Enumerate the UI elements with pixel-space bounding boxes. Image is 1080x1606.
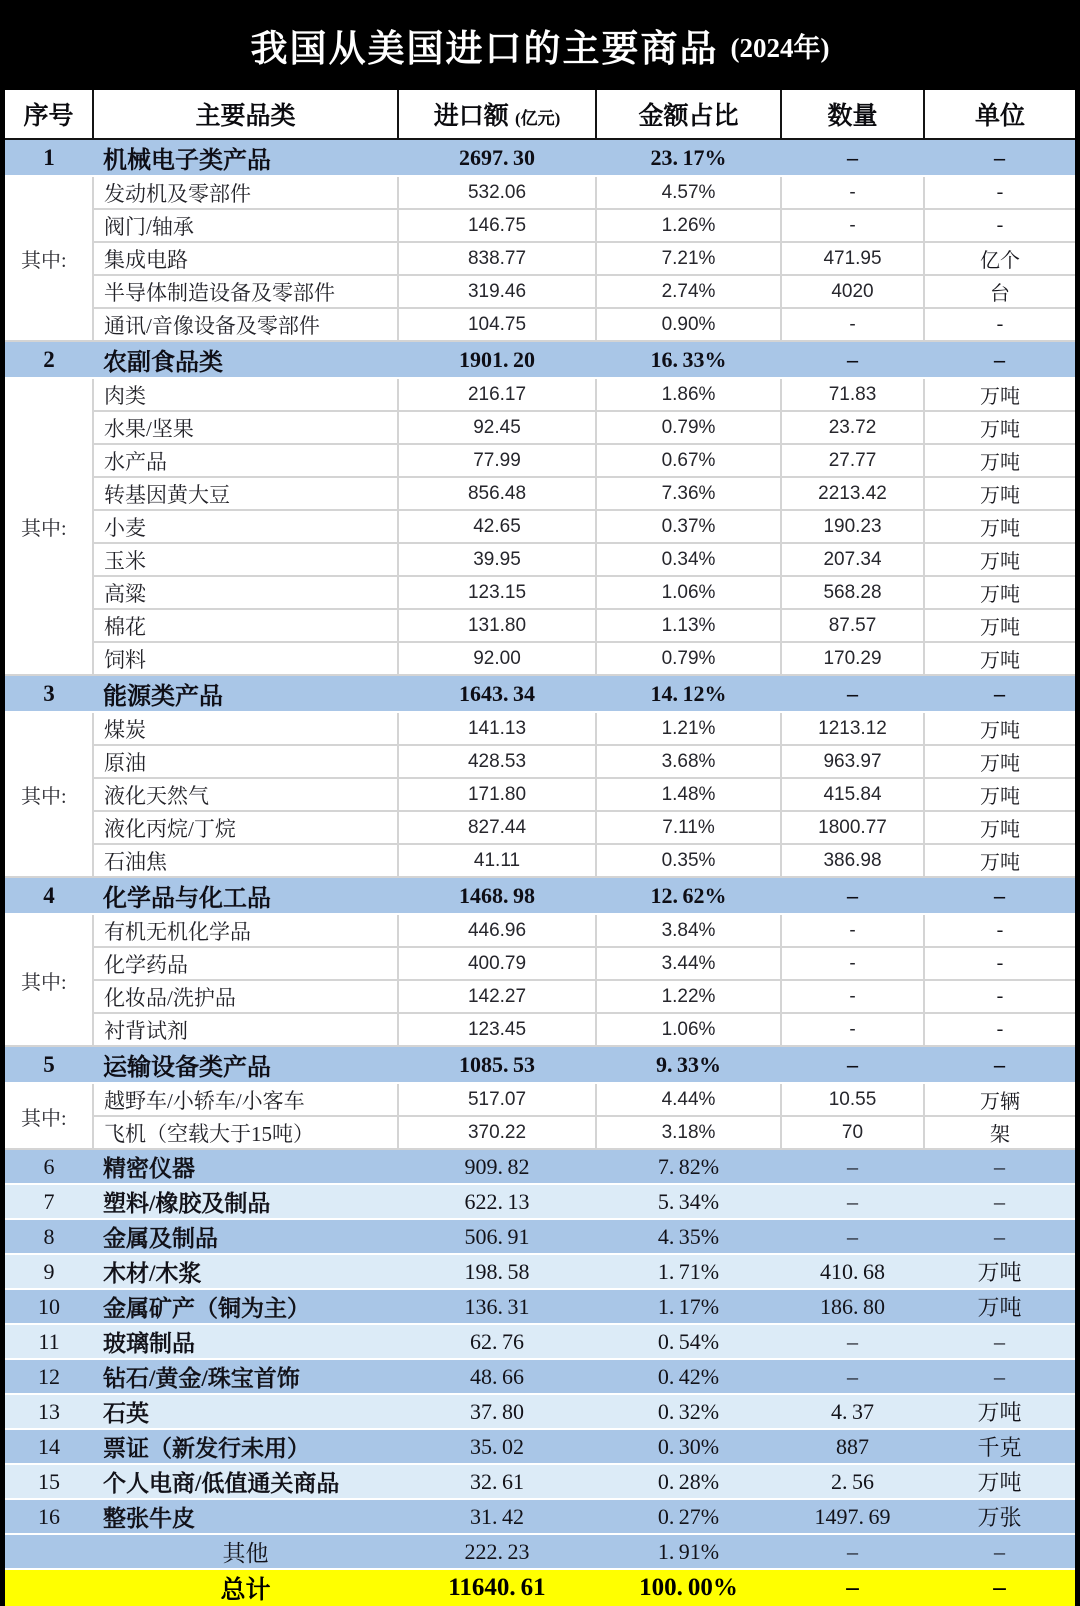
table-row xyxy=(5,1394,1075,1429)
import-value-cell: 506. 91 xyxy=(398,1219,596,1254)
share-cell: 0. 30% xyxy=(596,1429,781,1464)
import-value-cell: 131.80 xyxy=(398,609,596,642)
import-value-cell: 123.15 xyxy=(398,576,596,609)
import-value-cell: 532.06 xyxy=(398,176,596,209)
share-cell: 1. 71% xyxy=(596,1254,781,1289)
table-row xyxy=(5,914,1075,947)
quantity-cell: - xyxy=(781,176,924,209)
row-number-cell: 13 xyxy=(5,1394,93,1429)
share-cell: 0.67% xyxy=(596,444,781,477)
quantity-cell: – xyxy=(781,1149,924,1184)
table-row xyxy=(5,675,1075,712)
table-row xyxy=(5,1534,1075,1569)
import-value-cell: 222. 23 xyxy=(398,1534,596,1569)
category-cell: 金属及制品 xyxy=(93,1219,398,1254)
quantity-cell: 4020 xyxy=(781,275,924,308)
table-row xyxy=(5,477,1075,510)
share-cell: 14. 12% xyxy=(596,675,781,712)
unit-cell: – xyxy=(924,675,1075,712)
category-cell: 机械电子类产品 xyxy=(93,139,398,176)
share-cell: 1. 17% xyxy=(596,1289,781,1324)
table-row xyxy=(5,1149,1075,1184)
share-cell: 7.36% xyxy=(596,477,781,510)
import-value-cell: 1901. 20 xyxy=(398,341,596,378)
category-cell: 玉米 xyxy=(93,543,398,576)
unit-cell: – xyxy=(924,877,1075,914)
share-cell: 7.21% xyxy=(596,242,781,275)
quantity-cell: – xyxy=(781,1359,924,1394)
quantity-cell: – xyxy=(781,139,924,176)
import-value-cell: 92.45 xyxy=(398,411,596,444)
category-cell: 通讯/音像设备及零部件 xyxy=(93,308,398,341)
import-value-cell: 1085. 53 xyxy=(398,1046,596,1083)
quantity-cell: - xyxy=(781,209,924,242)
import-value-cell: 104.75 xyxy=(398,308,596,341)
table-row xyxy=(5,778,1075,811)
table-row xyxy=(5,1219,1075,1254)
quantity-cell: 10.55 xyxy=(781,1083,924,1116)
share-cell: 0.79% xyxy=(596,642,781,675)
quantity-cell: 1213.12 xyxy=(781,712,924,745)
quantity-cell: 170.29 xyxy=(781,642,924,675)
category-cell: 能源类产品 xyxy=(93,675,398,712)
unit-cell: 万吨 xyxy=(924,1464,1075,1499)
category-cell: 衬背试剂 xyxy=(93,1013,398,1046)
share-cell: 3.44% xyxy=(596,947,781,980)
column-header-category: 主要品类 xyxy=(93,90,398,139)
quantity-cell: – xyxy=(781,877,924,914)
category-cell: 农副食品类 xyxy=(93,341,398,378)
import-value-cell: 1643. 34 xyxy=(398,675,596,712)
unit-cell: - xyxy=(924,308,1075,341)
row-number-cell: 9 xyxy=(5,1254,93,1289)
row-number-cell: 11 xyxy=(5,1324,93,1359)
unit-cell: 亿个 xyxy=(924,242,1075,275)
category-cell: 肉类 xyxy=(93,378,398,411)
unit-cell: 万吨 xyxy=(924,811,1075,844)
share-cell: 5. 34% xyxy=(596,1184,781,1219)
unit-cell: – xyxy=(924,1534,1075,1569)
category-cell: 小麦 xyxy=(93,510,398,543)
page-title-year: (2024年) xyxy=(730,32,830,63)
table-row xyxy=(5,242,1075,275)
share-cell: 1.22% xyxy=(596,980,781,1013)
column-header-import-value-label: 进口额 xyxy=(433,103,509,130)
category-cell: 化学药品 xyxy=(93,947,398,980)
import-value-cell: 62. 76 xyxy=(398,1324,596,1359)
category-cell: 饲料 xyxy=(93,642,398,675)
table-row xyxy=(5,1359,1075,1394)
unit-cell: 万张 xyxy=(924,1499,1075,1534)
share-cell: 7.11% xyxy=(596,811,781,844)
row-number-cell: 12 xyxy=(5,1359,93,1394)
table-row xyxy=(5,947,1075,980)
share-cell: 4.57% xyxy=(596,176,781,209)
share-cell: 16. 33% xyxy=(596,341,781,378)
category-cell: 集成电路 xyxy=(93,242,398,275)
unit-cell: - xyxy=(924,176,1075,209)
unit-cell: 万吨 xyxy=(924,444,1075,477)
table-row xyxy=(5,1429,1075,1464)
import-value-cell: 77.99 xyxy=(398,444,596,477)
table-row xyxy=(5,378,1075,411)
share-cell: 3.68% xyxy=(596,745,781,778)
unit-cell: 千克 xyxy=(924,1429,1075,1464)
table-row xyxy=(5,139,1075,176)
category-cell: 化妆品/洗护品 xyxy=(93,980,398,1013)
unit-cell: – xyxy=(924,1569,1075,1606)
unit-cell: – xyxy=(924,139,1075,176)
category-cell: 液化天然气 xyxy=(93,778,398,811)
import-value-cell: 827.44 xyxy=(398,811,596,844)
quantity-cell: – xyxy=(781,1324,924,1359)
table-row xyxy=(5,176,1075,209)
unit-cell: 万吨 xyxy=(924,844,1075,877)
import-value-cell: 123.45 xyxy=(398,1013,596,1046)
import-value-cell: 2697. 30 xyxy=(398,139,596,176)
unit-cell: - xyxy=(924,947,1075,980)
share-cell: 3.84% xyxy=(596,914,781,947)
unit-cell: – xyxy=(924,1149,1075,1184)
group-label-cell: 其中: xyxy=(5,176,93,341)
category-cell: 整张牛皮 xyxy=(93,1499,398,1534)
title-bar xyxy=(5,0,1075,90)
table-row xyxy=(5,844,1075,877)
import-value-cell: 48. 66 xyxy=(398,1359,596,1394)
table-row xyxy=(5,609,1075,642)
category-cell: 金属矿产（铜为主） xyxy=(93,1289,398,1324)
category-cell: 总计 xyxy=(93,1569,398,1606)
category-cell: 水果/坚果 xyxy=(93,411,398,444)
unit-cell: - xyxy=(924,1013,1075,1046)
category-cell: 煤炭 xyxy=(93,712,398,745)
unit-cell: 万吨 xyxy=(924,576,1075,609)
share-cell: 0. 32% xyxy=(596,1394,781,1429)
group-label-cell: 其中: xyxy=(5,378,93,675)
table-row xyxy=(5,1289,1075,1324)
import-value-cell: 198. 58 xyxy=(398,1254,596,1289)
unit-cell: – xyxy=(924,1324,1075,1359)
quantity-cell: 23.72 xyxy=(781,411,924,444)
quantity-cell: 415.84 xyxy=(781,778,924,811)
unit-cell: 万吨 xyxy=(924,1394,1075,1429)
column-header-quantity: 数量 xyxy=(781,90,924,139)
row-number-cell xyxy=(5,1569,93,1606)
import-value-cell: 838.77 xyxy=(398,242,596,275)
import-value-cell: 146.75 xyxy=(398,209,596,242)
import-value-cell: 41.11 xyxy=(398,844,596,877)
table-row xyxy=(5,1254,1075,1289)
table-row xyxy=(5,444,1075,477)
row-number-cell: 4 xyxy=(5,877,93,914)
import-value-cell: 42.65 xyxy=(398,510,596,543)
group-label-cell: 其中: xyxy=(5,914,93,1046)
quantity-cell: 70 xyxy=(781,1116,924,1149)
quantity-cell: 4. 37 xyxy=(781,1394,924,1429)
quantity-cell: - xyxy=(781,1013,924,1046)
share-cell: 4.44% xyxy=(596,1083,781,1116)
category-cell: 棉花 xyxy=(93,609,398,642)
category-cell: 石英 xyxy=(93,1394,398,1429)
quantity-cell: 27.77 xyxy=(781,444,924,477)
row-number-cell: 1 xyxy=(5,139,93,176)
category-cell: 有机无机化学品 xyxy=(93,914,398,947)
import-value-cell: 142.27 xyxy=(398,980,596,1013)
row-number-cell: 2 xyxy=(5,341,93,378)
column-header-unit: 单位 xyxy=(924,90,1075,139)
import-value-cell: 370.22 xyxy=(398,1116,596,1149)
unit-cell: 万吨 xyxy=(924,609,1075,642)
unit-cell: – xyxy=(924,341,1075,378)
share-cell: 1.48% xyxy=(596,778,781,811)
quantity-cell: – xyxy=(781,1534,924,1569)
import-value-cell: 92.00 xyxy=(398,642,596,675)
row-number-cell: 14 xyxy=(5,1429,93,1464)
table-row xyxy=(5,1184,1075,1219)
table-row xyxy=(5,275,1075,308)
column-header-no: 序号 xyxy=(5,90,93,139)
share-cell: 1.86% xyxy=(596,378,781,411)
share-cell: 100. 00% xyxy=(596,1569,781,1606)
quantity-cell: 190.23 xyxy=(781,510,924,543)
table-row xyxy=(5,745,1075,778)
category-cell: 木材/木浆 xyxy=(93,1254,398,1289)
table-row xyxy=(5,543,1075,576)
unit-cell: 万吨 xyxy=(924,543,1075,576)
unit-cell: 万吨 xyxy=(924,510,1075,543)
table-row xyxy=(5,209,1075,242)
unit-cell: 万吨 xyxy=(924,1254,1075,1289)
share-cell: 0.34% xyxy=(596,543,781,576)
table-row xyxy=(5,576,1075,609)
unit-cell: 万吨 xyxy=(924,1289,1075,1324)
quantity-cell: - xyxy=(781,980,924,1013)
table-row xyxy=(5,877,1075,914)
table-row xyxy=(5,1464,1075,1499)
table-row xyxy=(5,411,1075,444)
table-body xyxy=(5,139,1075,1606)
category-cell: 水产品 xyxy=(93,444,398,477)
import-value-cell: 446.96 xyxy=(398,914,596,947)
category-cell: 票证（新发行未用） xyxy=(93,1429,398,1464)
category-cell: 飞机（空载大于15吨） xyxy=(93,1116,398,1149)
quantity-cell: - xyxy=(781,914,924,947)
unit-cell: 万吨 xyxy=(924,378,1075,411)
category-cell: 玻璃制品 xyxy=(93,1324,398,1359)
import-value-cell: 622. 13 xyxy=(398,1184,596,1219)
category-cell: 转基因黄大豆 xyxy=(93,477,398,510)
table-row xyxy=(5,1013,1075,1046)
table-row xyxy=(5,980,1075,1013)
row-number-cell: 6 xyxy=(5,1149,93,1184)
category-cell: 高粱 xyxy=(93,576,398,609)
quantity-cell: 2213.42 xyxy=(781,477,924,510)
import-value-cell: 136. 31 xyxy=(398,1289,596,1324)
category-cell: 液化丙烷/丁烷 xyxy=(93,811,398,844)
share-cell: 0. 28% xyxy=(596,1464,781,1499)
table-row xyxy=(5,811,1075,844)
import-value-cell: 171.80 xyxy=(398,778,596,811)
import-value-cell: 909. 82 xyxy=(398,1149,596,1184)
row-number-cell: 10 xyxy=(5,1289,93,1324)
category-cell: 运输设备类产品 xyxy=(93,1046,398,1083)
row-number-cell xyxy=(5,1534,93,1569)
quantity-cell: - xyxy=(781,308,924,341)
quantity-cell: 963.97 xyxy=(781,745,924,778)
header-row xyxy=(5,90,1075,139)
column-header-import-value xyxy=(398,90,596,139)
share-cell: 0.79% xyxy=(596,411,781,444)
import-value-cell: 31. 42 xyxy=(398,1499,596,1534)
table-header xyxy=(5,90,1075,139)
unit-cell: – xyxy=(924,1359,1075,1394)
quantity-cell: 386.98 xyxy=(781,844,924,877)
row-number-cell: 5 xyxy=(5,1046,93,1083)
table-row xyxy=(5,1046,1075,1083)
row-number-cell: 15 xyxy=(5,1464,93,1499)
quantity-cell: 1497. 69 xyxy=(781,1499,924,1534)
quantity-cell: 71.83 xyxy=(781,378,924,411)
unit-cell: – xyxy=(924,1046,1075,1083)
column-header-import-value-unit: (亿元) xyxy=(514,109,561,128)
import-value-cell: 216.17 xyxy=(398,378,596,411)
quantity-cell: 887 xyxy=(781,1429,924,1464)
row-number-cell: 16 xyxy=(5,1499,93,1534)
share-cell: 1.13% xyxy=(596,609,781,642)
group-label-cell: 其中: xyxy=(5,712,93,877)
group-label-cell: 其中: xyxy=(5,1083,93,1149)
table-row xyxy=(5,1569,1075,1606)
import-value-cell: 11640. 61 xyxy=(398,1569,596,1606)
share-cell: 1.21% xyxy=(596,712,781,745)
unit-cell: 台 xyxy=(924,275,1075,308)
unit-cell: 万吨 xyxy=(924,712,1075,745)
table-row xyxy=(5,1499,1075,1534)
unit-cell: - xyxy=(924,980,1075,1013)
import-value-cell: 141.13 xyxy=(398,712,596,745)
share-cell: 0.90% xyxy=(596,308,781,341)
share-cell: 1.26% xyxy=(596,209,781,242)
table-row xyxy=(5,1083,1075,1116)
share-cell: 0.37% xyxy=(596,510,781,543)
share-cell: 0. 54% xyxy=(596,1324,781,1359)
category-cell: 塑料/橡胶及制品 xyxy=(93,1184,398,1219)
table-row xyxy=(5,341,1075,378)
share-cell: 2.74% xyxy=(596,275,781,308)
share-cell: 23. 17% xyxy=(596,139,781,176)
quantity-cell: – xyxy=(781,1219,924,1254)
share-cell: 0.35% xyxy=(596,844,781,877)
table-row xyxy=(5,1116,1075,1149)
category-cell: 个人电商/低值通关商品 xyxy=(93,1464,398,1499)
import-value-cell: 400.79 xyxy=(398,947,596,980)
share-cell: 1. 91% xyxy=(596,1534,781,1569)
unit-cell: 万吨 xyxy=(924,477,1075,510)
quantity-cell: – xyxy=(781,1569,924,1606)
unit-cell: - xyxy=(924,209,1075,242)
category-cell: 化学品与化工品 xyxy=(93,877,398,914)
import-value-cell: 32. 61 xyxy=(398,1464,596,1499)
category-cell: 半导体制造设备及零部件 xyxy=(93,275,398,308)
quantity-cell: – xyxy=(781,675,924,712)
quantity-cell: 410. 68 xyxy=(781,1254,924,1289)
share-cell: 4. 35% xyxy=(596,1219,781,1254)
quantity-cell: – xyxy=(781,1184,924,1219)
unit-cell: 万辆 xyxy=(924,1083,1075,1116)
unit-cell: 万吨 xyxy=(924,745,1075,778)
category-cell: 精密仪器 xyxy=(93,1149,398,1184)
share-cell: 12. 62% xyxy=(596,877,781,914)
unit-cell: 万吨 xyxy=(924,642,1075,675)
unit-cell: 万吨 xyxy=(924,411,1075,444)
category-cell: 越野车/小轿车/小客车 xyxy=(93,1083,398,1116)
import-value-cell: 37. 80 xyxy=(398,1394,596,1429)
category-cell: 原油 xyxy=(93,745,398,778)
quantity-cell: – xyxy=(781,1046,924,1083)
row-number-cell: 8 xyxy=(5,1219,93,1254)
unit-cell: - xyxy=(924,914,1075,947)
share-cell: 0. 42% xyxy=(596,1359,781,1394)
table-row xyxy=(5,1324,1075,1359)
quantity-cell: 1800.77 xyxy=(781,811,924,844)
import-value-cell: 39.95 xyxy=(398,543,596,576)
share-cell: 9. 33% xyxy=(596,1046,781,1083)
quantity-cell: 471.95 xyxy=(781,242,924,275)
share-cell: 1.06% xyxy=(596,576,781,609)
import-value-cell: 319.46 xyxy=(398,275,596,308)
unit-cell: 架 xyxy=(924,1116,1075,1149)
category-cell: 阀门/轴承 xyxy=(93,209,398,242)
import-value-cell: 35. 02 xyxy=(398,1429,596,1464)
unit-cell: 万吨 xyxy=(924,778,1075,811)
quantity-cell: – xyxy=(781,341,924,378)
table-row xyxy=(5,642,1075,675)
import-value-cell: 517.07 xyxy=(398,1083,596,1116)
quantity-cell: 207.34 xyxy=(781,543,924,576)
table-row xyxy=(5,712,1075,745)
import-value-cell: 856.48 xyxy=(398,477,596,510)
column-header-share: 金额占比 xyxy=(596,90,781,139)
unit-cell: – xyxy=(924,1219,1075,1254)
share-cell: 0. 27% xyxy=(596,1499,781,1534)
share-cell: 7. 82% xyxy=(596,1149,781,1184)
import-value-cell: 428.53 xyxy=(398,745,596,778)
share-cell: 1.06% xyxy=(596,1013,781,1046)
table-row xyxy=(5,308,1075,341)
quantity-cell: 87.57 xyxy=(781,609,924,642)
quantity-cell: 2. 56 xyxy=(781,1464,924,1499)
category-cell: 其他 xyxy=(93,1534,398,1569)
quantity-cell: 568.28 xyxy=(781,576,924,609)
quantity-cell: - xyxy=(781,947,924,980)
row-number-cell: 3 xyxy=(5,675,93,712)
import-table xyxy=(5,90,1075,1606)
share-cell: 3.18% xyxy=(596,1116,781,1149)
category-cell: 石油焦 xyxy=(93,844,398,877)
page-title: 我国从美国进口的主要商品 xyxy=(250,29,719,70)
unit-cell: – xyxy=(924,1184,1075,1219)
category-cell: 钻石/黄金/珠宝首饰 xyxy=(93,1359,398,1394)
quantity-cell: 186. 80 xyxy=(781,1289,924,1324)
import-value-cell: 1468. 98 xyxy=(398,877,596,914)
table-row xyxy=(5,510,1075,543)
category-cell: 发动机及零部件 xyxy=(93,176,398,209)
row-number-cell: 7 xyxy=(5,1184,93,1219)
